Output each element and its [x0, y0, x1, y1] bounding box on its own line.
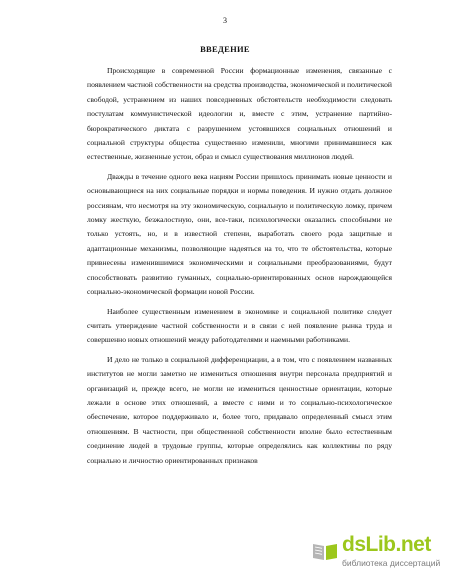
dslib-watermark	[312, 533, 444, 573]
watermark-subtitle: библиотека диссертаций	[342, 558, 441, 568]
book-logo-icon	[312, 541, 338, 561]
section-heading: ВВЕДЕНИЕ	[200, 44, 250, 54]
paragraph-4: И дело не только в социальной дифференциации, а в том, что с появлением названных институтов не могли заметно не измениться отношения внутри персонала предприятий и организаций и, прежде всего, не могли не измениться ценностные ориентации, которые лежали в основе этих отношений, а вместе с ними и то социально-психологическое обеспечение, которое поддерживало и, более того, придавало определенный смысл этим отношениям. В частности, при общественной собственности вполне было естественным соединение людей в трудовые группы, которые определялись как коллективы по ряду социально и личностно ориентированных признаков	[87, 354, 392, 465]
paragraph-1: Происходящие в современной России формационные изменения, связанные с появлением частной собственности на средства производства, экономической и политической свободой, устранением из наших повседневных обстоятельств необходимости следовать постулатам коммунистической идеологии и, вместе с этим, устранение партийно-бюрократического диктата с разрушением устоявшихся социальных отношений и социальной структуры общества существенно изменили, многими принимавшиеся как естественные, жизненные устои, образ и смысл существования миллионов людей.	[87, 66, 392, 162]
paragraph-3: Наиболее существенным изменением в экономике и социальной политике следует считать утверждение частной собственности и в связи с ней появление рынка труда и совершенно новых отношений между работодателями и наемными работниками.	[87, 306, 392, 345]
paragraph-2: Дважды в течение одного века нациям России пришлось принимать новые ценности и основывающиеся на них социальные порядки и нормы поведения. И нужно отдать должное россиянам, что несмотря на эту экономическую, социальную и политическую ломку, причем ломку жесткую, безжалостную, они, все-таки, психологически оказались способными не только устоять, но, и в известной степени, выработать своего рода защитные и адаптационные механизмы, позволяющие надеяться на то, что те обстоятельства, которые привнесены изменившимися экономическими и социальными преобразованиями, будут способствовать развитию гуманных, социально-ориентированных основ нарождающейся социально-экономической формации новой России.	[87, 171, 392, 297]
document-body	[87, 64, 392, 468]
watermark-brand: dsLib.net	[342, 533, 431, 556]
page-number: 3	[223, 16, 227, 25]
